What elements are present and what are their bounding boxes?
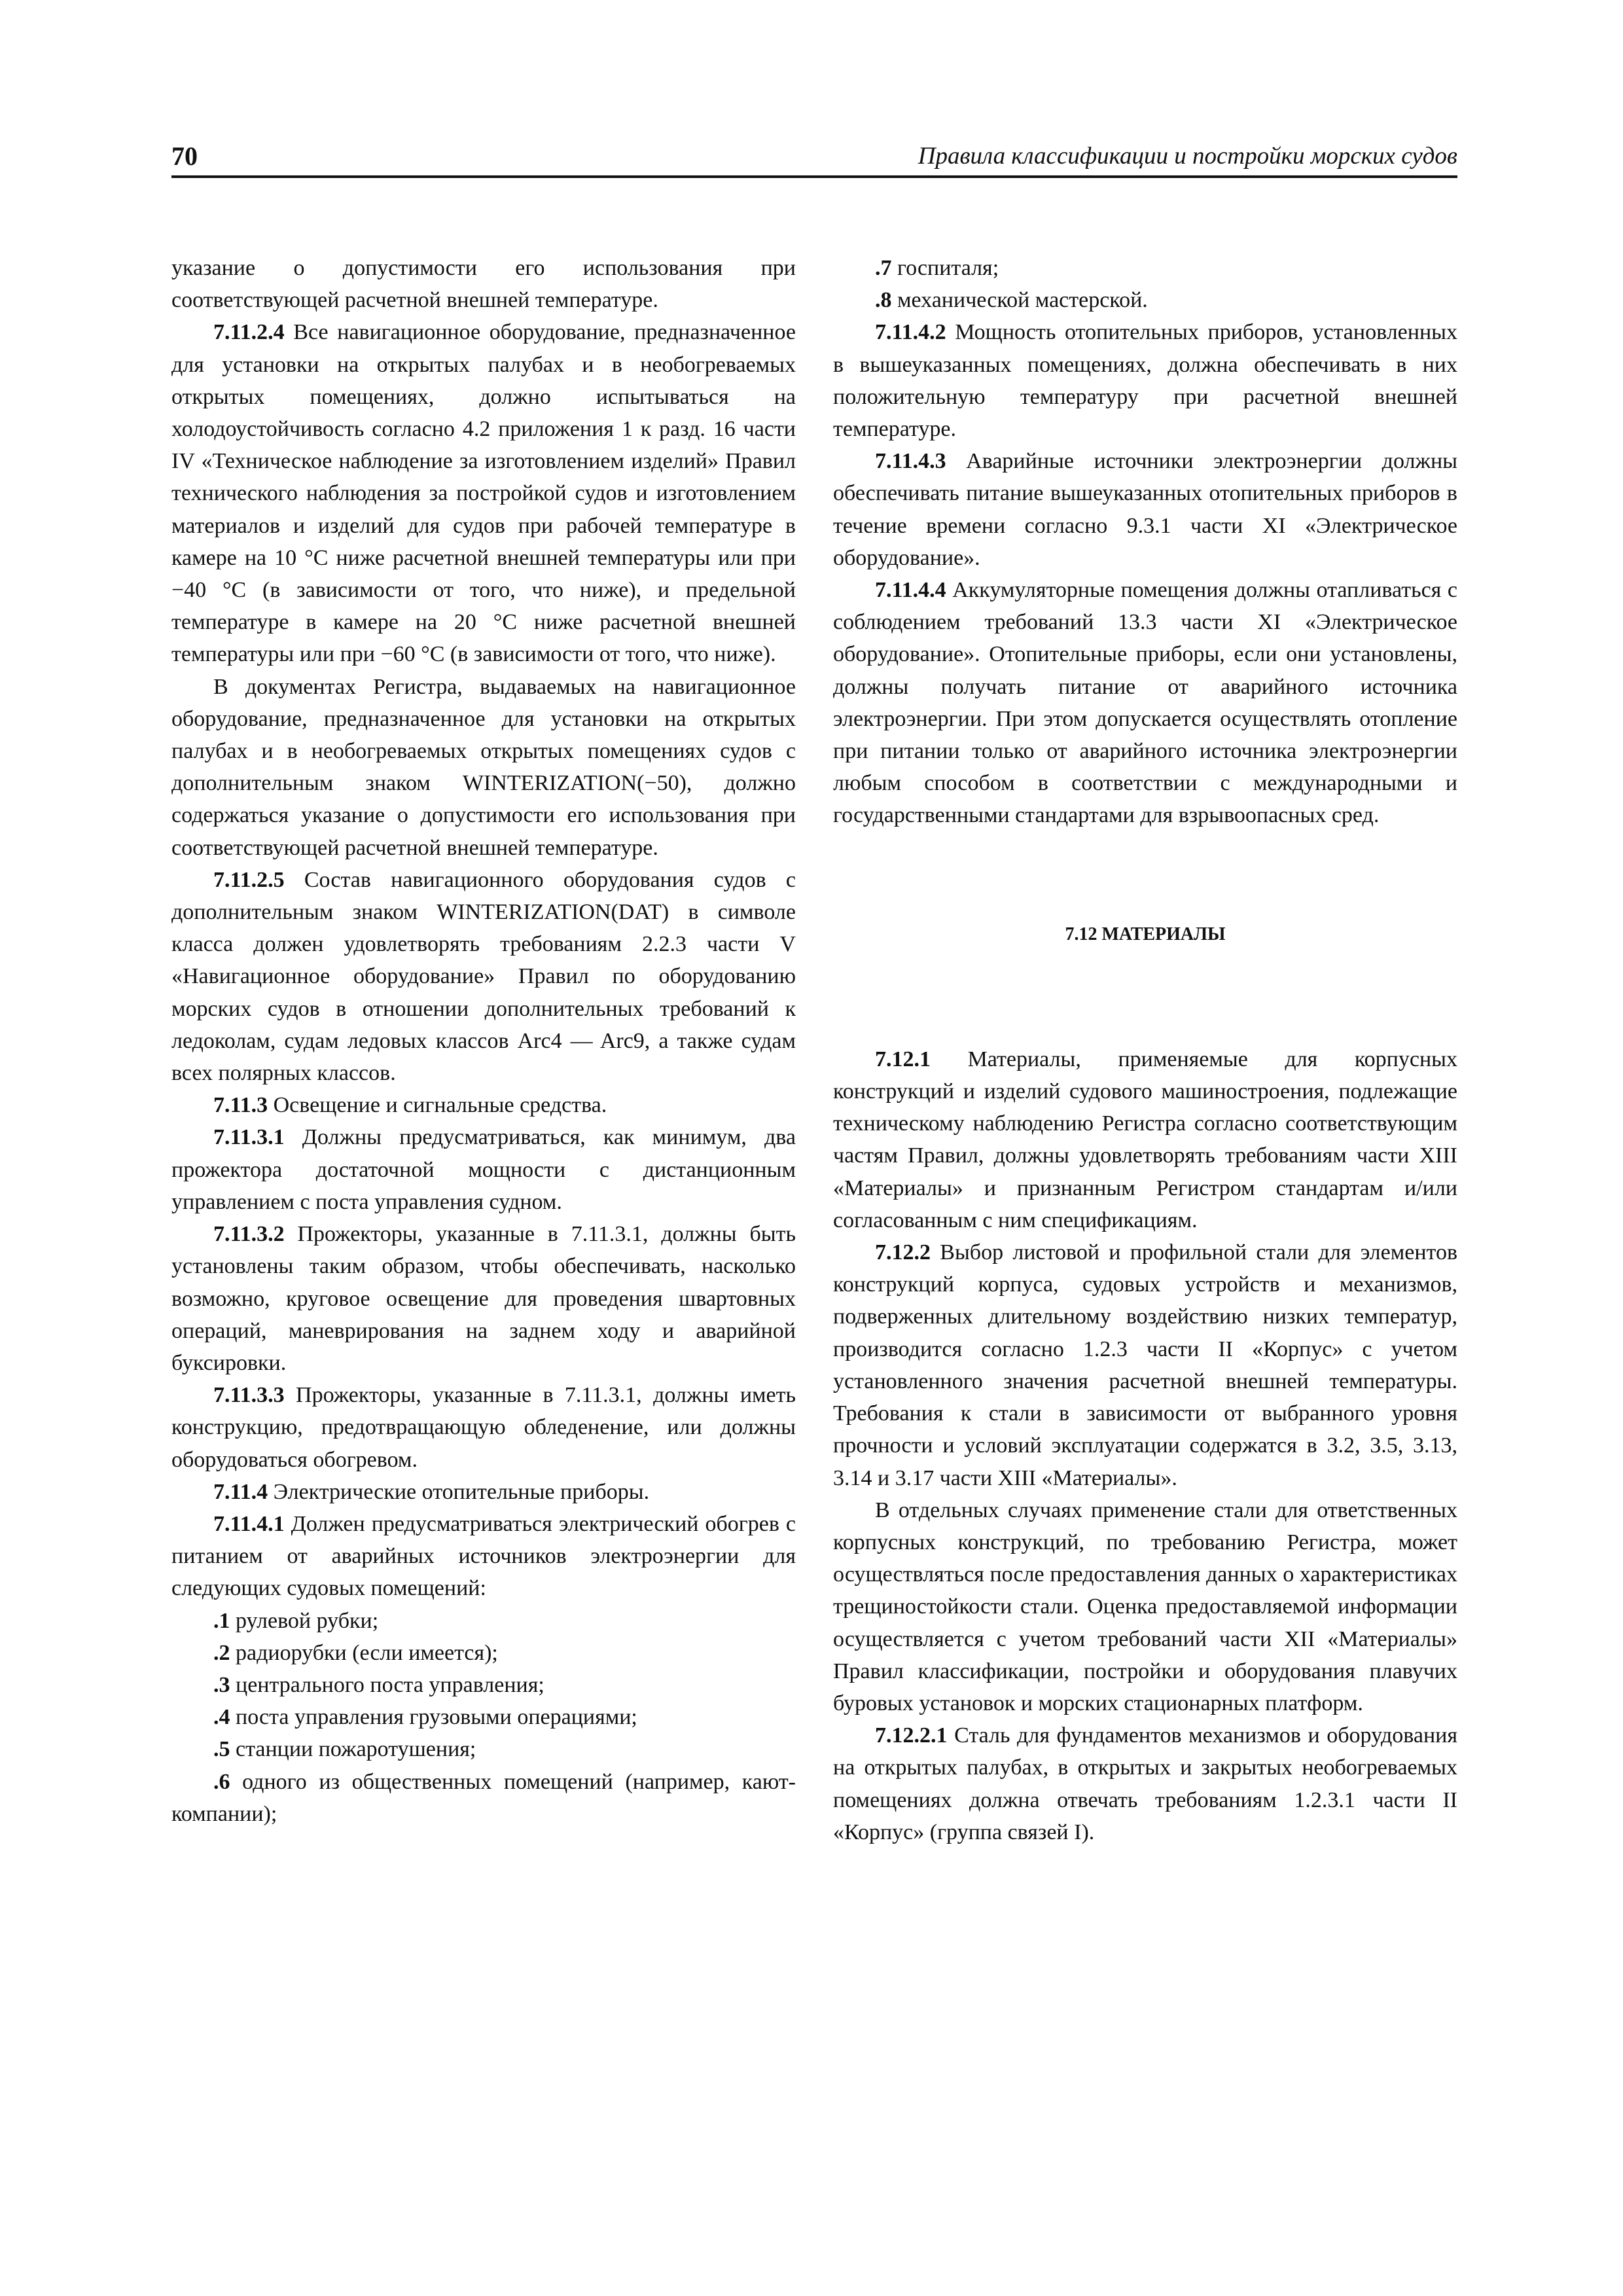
clause-7-11-2-5 (171, 864, 796, 1089)
clause-text: Выбор листовой и профильной стали для элементов конструкций корпуса, судовых устройств и механизмов, подверженных длительному воздействию низких температур, производится согласно 1.2.3 части II «Корпус» с учетом установленного значения расчетной внешней температуры. Требования к стали в зависимости от выбранного уровня прочности и условий эксплуатации содержатся в 3.2, 3.5, 3.13, 3.14 и 3.17 части XIII «Материалы». (833, 1240, 1457, 1490)
clause-number: 7.11.2.4 (213, 320, 285, 345)
clause-number: 7.11.3.2 (213, 1222, 285, 1247)
clause-text: Все навигационное оборудование, предназначенное для установки на открытых палубах и в необогреваемых открытых помещениях, должно испытываться на холодоустойчивость согласно 4.2 приложения 1 к разд. 16 части IV «Техническое наблюдение за изготовлением изделий» Правил технического наблюдения за постройкой судов и изготовлением материалов и изделий для судов при рабочей температуре в камере на 10 °С ниже расчетной внешней температуры или при −40 °С (в зависимости от того, что ниже), и предельной температуре в камере на 20 °С ниже расчетной внешней температуры или при −60 °С (в зависимости от того, что ниже). (171, 320, 796, 667)
clause-number: 7.11.4 (213, 1479, 268, 1504)
item-number: .6 (213, 1769, 230, 1794)
item-number: .2 (213, 1640, 230, 1665)
clause-number: 7.11.3.3 (213, 1383, 285, 1408)
list-item (171, 1701, 796, 1733)
list-item (171, 1766, 796, 1830)
clause-text: Сталь для фундаментов механизмов и оборудования на открытых палубах, в открытых и закрытых необогреваемых помещениях должна отвечать требованиям 1.2.3.1 части II «Корпус» (группа связей I). (833, 1723, 1457, 1844)
clause-number: 7.11.4.3 (875, 449, 946, 474)
list-item (833, 252, 1457, 284)
clause-7-11-3-1 (171, 1121, 796, 1218)
section-heading: 7.12 МАТЕРИАЛЫ (1065, 924, 1226, 944)
clause-number: 7.12.1 (875, 1047, 931, 1071)
clause-7-12-2-1 (833, 1719, 1457, 1848)
left-column (171, 252, 796, 1830)
paragraph: В отдельных случаях применение стали для ответственных корпусных конструкций, по требованию Регистра, может осуществляться после предоставления данных о характеристиках трещиностойкости стали. Оценка предоставляемой информации осуществляется с учетом требований части XII «Материалы» Правил классификации, постройки и оборудования плавучих буровых установок и морских стационарных платформ. (833, 1498, 1457, 1715)
clause-text: Должны предусматриваться, как минимум, два прожектора достаточной мощности с дистанционным управлением с поста управления судном. (171, 1125, 796, 1214)
clause-7-12-2 (833, 1236, 1457, 1494)
clause-number: 7.11.4.4 (875, 578, 946, 603)
clause-7-11-2-4 (171, 316, 796, 670)
list-item (171, 1669, 796, 1701)
clause-7-12-1 (833, 1043, 1457, 1236)
item-number: .3 (213, 1672, 230, 1697)
header-rule (171, 175, 1457, 178)
page-number: 70 (171, 141, 198, 171)
right-column (833, 252, 1457, 1848)
clause-7-11-4-4 (833, 574, 1457, 832)
page-header (171, 141, 1457, 180)
clause-7-11-4-2 (833, 316, 1457, 445)
clause-number: 7.11.3 (213, 1093, 268, 1118)
clause-text: Материалы, применяемые для корпусных конструкций и изделий судового машиностроения, подлежащие техническому наблюдению Регистра согласно соответствующим частям Правил, должны удовлетворять требованиям части XIII «Материалы» и признанным Регистром стандартам и/или согласованным с ним спецификациям. (833, 1047, 1457, 1232)
clause-text: Прожекторы, указанные в 7.11.3.1, должны быть установлены таким образом, чтобы обеспечивать, насколько возможно, круговое освещение для проведения швартовных операций, маневрирования на заднем ходу и аварийной буксировки. (171, 1222, 796, 1375)
item-text: одного из общественных помещений (например, кают-компании); (171, 1769, 796, 1826)
clause-text: Аккумуляторные помещения должны отапливаться с соблюдением требований 13.3 части XI «Электрическое оборудование». Отопительные приборы, если они установлены, должны получать питание от аварийного источника электроэнергии. При этом допускается осуществлять отопление при питании только от аварийного источника электроэнергии любым способом в соответствии с международными и государственными стандартами для взрывоопасных сред. (833, 578, 1457, 828)
clause-7-11-3 (171, 1089, 796, 1121)
clause-7-11-3-3 (171, 1379, 796, 1476)
item-text: центрального поста управления; (230, 1672, 544, 1697)
list-item (171, 1733, 796, 1765)
item-number: .7 (875, 256, 892, 280)
clause-number: 7.11.2.5 (213, 867, 285, 892)
clause-number: 7.11.3.1 (213, 1125, 285, 1150)
item-text: станции пожаротушения; (230, 1737, 476, 1762)
paragraph: указание о допустимости его использования при соответствующей расчетной внешней температуре. (171, 256, 796, 313)
clause-text: Электрические отопительные приборы. (268, 1479, 650, 1504)
item-text: механической мастерской. (891, 288, 1148, 313)
running-title: Правила классификации и постройки морских судов (918, 143, 1457, 170)
clause-7-11-4 (171, 1476, 796, 1508)
clause-number: 7.11.4.1 (213, 1511, 285, 1536)
item-number: .1 (213, 1608, 230, 1633)
item-text: радиорубки (если имеется); (230, 1640, 498, 1665)
clause-number: 7.11.4.2 (875, 320, 946, 345)
clause-number: 7.12.2 (875, 1240, 931, 1265)
item-number: .5 (213, 1737, 230, 1762)
clause-text: Аварийные источники электроэнергии должны обеспечивать питание вышеуказанных отопительных приборов в течение времени согласно 9.3.1 части XI «Электрическое оборудование». (833, 449, 1457, 570)
list-item (833, 284, 1457, 316)
clause-text: Прожекторы, указанные в 7.11.3.1, должны иметь конструкцию, предотвращающую обледенение, или должны оборудоваться обогревом. (171, 1383, 796, 1472)
item-number: .4 (213, 1705, 230, 1730)
item-text: госпиталя; (891, 256, 999, 280)
paragraph: В документах Регистра, выдаваемых на навигационное оборудование, предназначенное для установки на открытых палубах и в необогреваемых открытых помещениях судов с дополнительным знаком WINTERIZATION(−50), должно содержаться указание о допустимости его использования при соответствующей расчетной внешней температуре. (171, 674, 796, 860)
item-text: рулевой рубки; (230, 1608, 379, 1633)
clause-7-11-4-1 (171, 1508, 796, 1605)
clause-number: 7.12.2.1 (875, 1723, 948, 1748)
list-item (171, 1637, 796, 1669)
list-item (171, 1605, 796, 1637)
clause-text: Состав навигационного оборудования судов с дополнительным знаком WINTERIZATION(DAT) в символе класса должен удовлетворять требованиям 2.2.3 части V «Навигационное оборудование» Правил по оборудованию морских судов в отношении дополнительных требований к ледоколам, судам ледовых классов Arc4 — Arc9, а также судам всех полярных классов. (171, 867, 796, 1086)
item-text: поста управления грузовыми операциями; (230, 1705, 637, 1730)
clause-text: Должен предусматриваться электрический обогрев с питанием от аварийных источников электроэнергии для следующих судовых помещений: (171, 1511, 796, 1601)
item-number: .8 (875, 288, 892, 313)
clause-7-11-4-3 (833, 445, 1457, 574)
clause-text: Освещение и сигнальные средства. (268, 1093, 607, 1118)
clause-7-11-3-2 (171, 1218, 796, 1379)
clause-text: Мощность отопительных приборов, установленных в вышеуказанных помещениях, должна обеспечивать в них положительную температуру при расчетной внешней температуре. (833, 320, 1457, 442)
